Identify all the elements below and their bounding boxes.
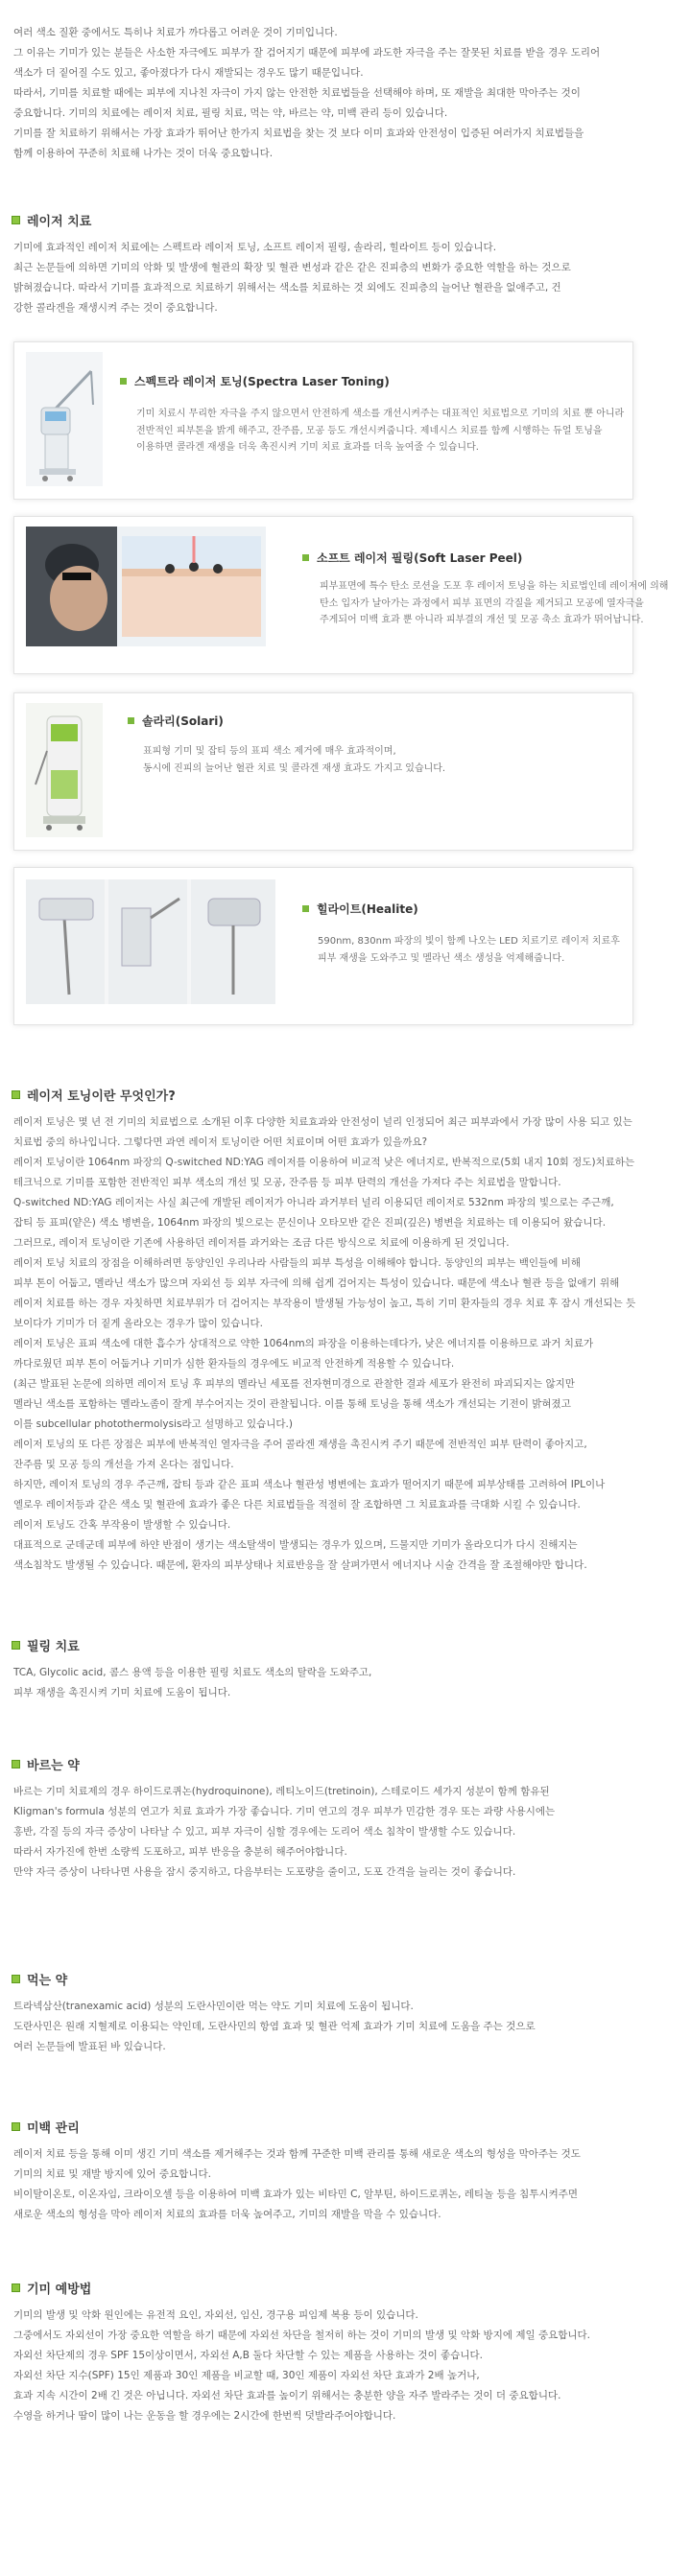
text-line: 최근 논문들에 의하면 기미의 악화 및 발생에 혈관의 확장 및 혈관 변성과 같은 같은 진피층의 변화가 중요한 역할을 하는 것으로 xyxy=(13,262,571,273)
card-title-text: 스펙트라 레이저 토닝(Spectra Laser Toning) xyxy=(134,375,390,388)
text-line: 기미에 효과적인 레이저 치료에는 스펙트라 레이저 토닝, 소프트 레이저 필링, 솔라리, 힐라이트 등이 있습니다. xyxy=(13,242,497,253)
text-line: 색소가 더 짙어질 수도 있고, 좋아졌다가 다시 재발되는 경우도 많기 때문입니다. xyxy=(13,67,364,79)
text-line: 잡티 등 표피(얕은) 색소 병변을, 1064nm 파장의 빛으로는 문신이나 오타모반 같은 진피(깊은) 병변을 치료하는 데 이용되어 왔습니다. xyxy=(13,1217,607,1229)
card-title xyxy=(128,713,224,729)
heading-text: 먹는 약 xyxy=(27,1973,68,1988)
text-line: 레이저 토닝의 또 다른 장점은 피부에 반복적인 열자극을 주어 콜라겐 재생을 촉진시켜 주기 때문에 전반적인 피부 탄력이 좋아지고, xyxy=(13,1439,587,1450)
toning-paragraph xyxy=(13,1112,676,1576)
solari-device-image xyxy=(26,703,103,837)
text-line: 탄소 입자가 날아가는 과정에서 피부 표면의 각질을 제거되고 모공에 열자극을 xyxy=(320,597,644,609)
text-line: 만약 자극 증상이 나타나면 사용을 잠시 중지하고, 다음부터는 도포량을 줄이고, 도포 간격을 늘리는 것이 좋습니다. xyxy=(13,1866,516,1878)
text-line: 따라서, 기미를 치료할 때에는 피부에 지나친 자극이 가지 않는 안전한 치료법들을 선택해야 하며, 또 재발을 최대한 막아주는 것이 xyxy=(13,87,581,99)
card-title-text: 솔라리(Solari) xyxy=(142,714,224,728)
square-bullet-icon xyxy=(302,905,309,912)
text-line: 밝혀졌습니다. 따라서 기미를 효과적으로 치료하기 위해서는 색소를 치료하는 것 외에도 진피층의 늘어난 혈관을 없애주고, 건 xyxy=(13,282,561,293)
text-line: 강한 콜라겐을 재생시켜 주는 것이 중요합니다. xyxy=(13,302,218,314)
section-heading-prevention xyxy=(12,2279,91,2296)
text-line: 레이저 치료를 하는 경우 자칫하면 치료부위가 더 검어지는 부작용이 발생될 가능성이 높고, 특히 기미 환자들의 경우 치료 후 잠시 개선되는 듯 xyxy=(13,1298,636,1309)
treatment-card-soft-peel xyxy=(13,516,669,674)
text-line: 수영을 하거나 땀이 많이 나는 운동을 할 경우에는 2시간에 한번씩 덧발라주어야합니다. xyxy=(13,2410,396,2422)
treatment-card-healite xyxy=(13,867,633,1025)
square-bullet-icon xyxy=(12,1090,20,1099)
square-bullet-icon xyxy=(120,378,127,385)
text-line: 레이저 토닝은 표피 색소에 대한 흡수가 상대적으로 약한 1064nm의 파장을 이용하는데다가, 낮은 에너지를 이용하므로 과거 치료가 xyxy=(13,1338,594,1349)
text-line: 치료법 중의 하나입니다. 그렇다면 과연 레이저 토닝이란 어떤 치료이며 어떤 효과가 있을까요? xyxy=(13,1136,428,1148)
text-line: 레이저 토닝 치료의 장점을 이해하려면 동양인인 우리나라 사람들의 피부 특성을 이해해야 합니다. 동양인의 피부는 백인들에 비해 xyxy=(13,1257,581,1269)
text-line: 레이저 치료 등을 통해 이미 생긴 기미 색소를 제거해주는 것과 함께 꾸준한 미백 관리를 통해 새로운 색소의 형성을 막아주는 것도 xyxy=(13,2148,581,2160)
text-line: 전반적인 피부톤을 밝게 해주고, 잔주름, 모공 등도 개선시켜줍니다. 제네시스 치료를 함께 시행하는 듀얼 토닝을 xyxy=(136,425,603,436)
text-line: 자외선 차단제의 경우 SPF 15이상이면서, 자외선 A,B 둘다 차단할 수 있는 제품을 사용하는 것이 좋습니다. xyxy=(13,2350,483,2361)
text-line: 까다로웠던 피부 톤이 어둡거나 기미가 심한 환자들의 경우에도 비교적 안전하게 적용할 수 있습니다. xyxy=(13,1358,455,1370)
text-line: 비이탈이온토, 이온자임, 크라이오셀 등을 이용하여 미백 효과가 있는 비타민 C, 알부틴, 하이드로퀴논, 레티놀 등을 침투시켜주면 xyxy=(13,2189,579,2200)
text-line: 새로운 색소의 형성을 막아 레이저 치료의 효과를 더욱 높여주고, 기미의 재발을 막을 수 있습니다. xyxy=(13,2209,441,2220)
text-line: 바르는 기미 치료제의 경우 하이드로퀴논(hydroquinone), 레티노이드(tretinoin), 스테로이드 세가지 성분이 함께 함유된 xyxy=(13,1786,550,1797)
heading-text: 미백 관리 xyxy=(27,2120,80,2136)
text-line: 보이다가 기미가 더 짙게 올라오는 경우가 많이 있습니다. xyxy=(13,1318,263,1329)
laser-paragraph xyxy=(13,238,676,318)
text-line: Kligman's formula 성분의 연고가 치료 효과가 가장 좋습니다. 기미 연고의 경우 피부가 민감한 경우 또는 과량 사용시에는 xyxy=(13,1806,556,1817)
text-line: 여러 논문들에 발표된 바 있습니다. xyxy=(13,2041,166,2052)
text-line: 효과 지속 시간이 2배 긴 것은 아닙니다. 자외선 차단 효과를 높이기 위해서는 충분한 양을 자주 발라주는 것이 더 중요합니다. xyxy=(13,2390,561,2401)
text-line: 표피형 기미 및 잡티 등의 표피 색소 제거에 매우 효과적이며, xyxy=(143,746,396,757)
text-line: 기미의 치료 및 재발 방지에 있어 중요합니다. xyxy=(13,2168,211,2180)
treatment-card-spectra xyxy=(13,341,633,500)
healite-device-images xyxy=(26,879,275,1004)
prevention-paragraph xyxy=(13,2306,676,2426)
text-line: 기미 치료시 무리한 자극을 주지 않으면서 안전하게 색소를 개선시켜주는 대표적인 치료법으로 기미의 치료 뿐 아니라 xyxy=(136,409,625,419)
card-title xyxy=(120,373,390,389)
oral-paragraph xyxy=(13,1997,676,2057)
text-line: 이용하면 콜라겐 재생을 더욱 촉진시켜 기미 치료 효과를 더욱 높여줄 수 있습니다. xyxy=(136,442,479,453)
card-title xyxy=(302,550,522,566)
square-bullet-icon xyxy=(12,2122,20,2131)
square-bullet-icon xyxy=(12,216,20,224)
text-line: 잔주름 및 모공 등의 개선을 가져 온다는 점입니다. xyxy=(13,1459,234,1470)
text-line: 홍반, 각질 등의 자극 증상이 나타날 수 있고, 피부 자극이 심할 경우에는 도리어 색소 침착이 발생할 수도 있습니다. xyxy=(13,1826,516,1838)
text-line: 기미의 발생 및 악화 원인에는 유전적 요인, 자외선, 임신, 경구용 피임제 복용 등이 있습니다. xyxy=(13,2309,418,2321)
section-heading-whitening xyxy=(12,2118,80,2135)
heading-text: 레이저 치료 xyxy=(27,214,92,229)
text-line: 주게되어 미백 효과 뿐 아니라 피부결의 개선 및 모공 축소 효과가 뛰어납니다. xyxy=(320,615,644,625)
text-line: 따라서 자가진에 한번 소량씩 도포하고, 피부 반응을 충분히 해주어야합니다. xyxy=(13,1846,347,1858)
card-description xyxy=(320,578,668,629)
square-bullet-icon xyxy=(128,717,134,724)
section-heading-toning xyxy=(12,1086,176,1103)
text-line: 트라넥삼산(tranexamic acid) 성분의 도란사민이란 먹는 약도 기미 치료에 도움이 됩니다. xyxy=(13,2001,414,2012)
heading-text: 바르는 약 xyxy=(27,1758,80,1773)
section-heading-cream xyxy=(12,1755,80,1772)
text-line: 590nm, 830nm 파장의 빛이 함께 나오는 LED 치료기로 레이저 치료후 xyxy=(318,936,620,947)
card-title-text: 힐라이트(Healite) xyxy=(317,902,418,916)
text-line: 엘로우 레이저등과 같은 색소 및 혈관에 효과가 좋은 다른 치료법들을 적절히 잘 조합하면 그 치료효과를 극대화 시킬 수 있습니다. xyxy=(13,1499,581,1510)
text-line: 그중에서도 자외선이 가장 중요한 역할을 하기 때문에 자외선 차단을 철저히 하는 것이 기미의 발생 및 악화 방지에 제일 중요합니다. xyxy=(13,2330,590,2341)
text-line: 피부 톤이 어둡고, 멜라닌 색소가 많으며 자외선 등 외부 자극에 의해 쉽게 검어지는 특성이 있습니다. 때문에 색소나 혈관 등을 없애기 위해 xyxy=(13,1277,620,1289)
text-line: 레이저 토닝이란 1064nm 파장의 Q-switched ND:YAG 레이저를 이용하여 비교적 낮은 에너지로, 반복적으로(5회 내지 10회 정도)치료하는 xyxy=(13,1157,635,1168)
section-heading-oral xyxy=(12,1970,67,1987)
square-bullet-icon xyxy=(12,1641,20,1650)
card-title-text: 소프트 레이저 필링(Soft Laser Peel) xyxy=(317,551,523,565)
section-heading-peel xyxy=(12,1636,80,1653)
text-line: 테크닉으로 기미를 포함한 전반적인 피부 색소의 개선 및 모공, 잔주름 등 피부 탄력의 개선을 가져다 주는 치료법을 말합니다. xyxy=(13,1177,561,1188)
heading-text: 기미 예방법 xyxy=(27,2282,92,2297)
text-line: 피부 재생을 도와주고 및 멜라닌 색소 생성을 억제해줍니다. xyxy=(318,952,565,964)
text-line: 레이저 토닝도 간혹 부작용이 발생할 수 있습니다. xyxy=(13,1519,231,1531)
text-line: 멜라닌 색소를 포함하는 멜라노좀이 잘게 부수어지는 것이 관찰됩니다. 이를 통해 토닝을 통해 색소가 개선되는 기전이 밝혀졌고 xyxy=(13,1398,571,1410)
card-description xyxy=(143,743,445,777)
square-bullet-icon xyxy=(12,1975,20,1983)
intro-paragraph xyxy=(13,23,676,164)
card-title xyxy=(302,901,418,917)
card-description xyxy=(136,406,624,457)
text-line: 피부표면에 특수 탄소 로션을 도포 후 레이저 토닝을 하는 치료법인데 레이저에 의해 xyxy=(320,581,669,592)
square-bullet-icon xyxy=(302,554,309,561)
text-line: 여러 색소 질환 중에서도 특히나 치료가 까다롭고 어려운 것이 기미입니다. xyxy=(13,27,338,38)
text-line: 도란사민은 원래 지혈제로 이용되는 약인데, 도란사민의 항염 효과 및 혈관 억제 효과가 기미 치료에 도움을 주는 것으로 xyxy=(13,2021,536,2032)
section-heading-laser xyxy=(12,211,91,228)
text-line: 이를 subcellular photothermolysis라고 설명하고 있습니다.) xyxy=(13,1418,293,1430)
heading-text: 필링 치료 xyxy=(27,1639,80,1654)
soft-peel-illustration xyxy=(26,527,266,646)
square-bullet-icon xyxy=(12,2283,20,2292)
text-line: 중요합니다. 기미의 치료에는 레이저 치료, 필링 치료, 먹는 약, 바르는 약, 미백 관리 등이 있습니다. xyxy=(13,107,448,119)
peel-paragraph xyxy=(13,1663,676,1703)
spectra-device-image xyxy=(26,352,103,486)
text-line: 동시에 진피의 늘어난 혈관 치료 및 콜라겐 재생 효과도 가지고 있습니다. xyxy=(143,762,446,774)
treatment-card-solari xyxy=(13,692,633,851)
text-line: (최근 발표된 논문에 의하면 레이저 토닝 후 피부의 멜라닌 세포를 전자현미경으로 관찰한 결과 세포가 완전히 파괴되지는 않지만 xyxy=(13,1378,575,1390)
whitening-paragraph xyxy=(13,2144,676,2225)
text-line: 색소침착도 발생될 수 있습니다. 때문에, 환자의 피부상태나 치료반응을 잘 살펴가면서 에너지나 시술 간격을 잘 조절해야만 합니다. xyxy=(13,1559,587,1571)
card-description xyxy=(318,933,620,967)
square-bullet-icon xyxy=(12,1760,20,1768)
text-line: 자외선 차단 지수(SPF) 15인 제품과 30인 제품을 비교할 때, 30인 제품이 자외선 차단 효과가 2배 높거나, xyxy=(13,2370,480,2381)
heading-text: 레이저 토닝이란 무엇인가? xyxy=(27,1089,176,1104)
text-line: 그 이유는 기미가 있는 분들은 사소한 자극에도 피부가 잘 검어지기 때문에 피부에 과도한 자극을 주는 잘못된 치료를 받을 경우 도리어 xyxy=(13,47,601,59)
text-line: 하지만, 레이저 토닝의 경우 주근깨, 잡티 등과 같은 표피 색소나 혈관성 병변에는 효과가 떨어지기 때문에 피부상태를 고려하여 IPL이나 xyxy=(13,1479,606,1490)
cream-paragraph xyxy=(13,1782,676,1883)
text-line: 대표적으로 군데군데 피부에 하얀 반점이 생기는 색소탈색이 발생되는 경우가 있으며, 드물지만 기미가 올라오디가 다시 진해지는 xyxy=(13,1539,578,1551)
text-line: Q-switched ND:YAG 레이저는 사실 최근에 개발된 레이저가 아니라 과거부터 널리 이용되던 레이저로 532nm 파장의 빛으로는 주근깨, xyxy=(13,1197,614,1208)
text-line: 레이저 토닝은 몇 년 전 기미의 치료법으로 소개된 이후 다양한 치료효과와 안전성이 널리 인정되어 최근 피부과에서 가장 많이 사용 되고 있는 xyxy=(13,1116,632,1128)
text-line: 피부 재생을 촉진시켜 기미 치료에 도움이 됩니다. xyxy=(13,1687,231,1698)
text-line: 기미를 잘 치료하기 위해서는 가장 효과가 뛰어난 한가지 치료법을 찾는 것 보다 이미 효과와 안전성이 입증된 여러가지 치료법들을 xyxy=(13,128,584,139)
text-line: TCA, Glycolic acid, 콤스 용액 등을 이용한 필링 치료도 색소의 탈락을 도와주고, xyxy=(13,1667,372,1678)
text-line: 그러므로, 레이저 토닝이란 기존에 사용하던 레이저를 과거와는 조금 다른 방식으로 치료에 이용하게 된 것입니다. xyxy=(13,1237,510,1249)
text-line: 함께 이용하여 꾸준히 치료해 나가는 것이 더욱 중요합니다. xyxy=(13,148,274,159)
